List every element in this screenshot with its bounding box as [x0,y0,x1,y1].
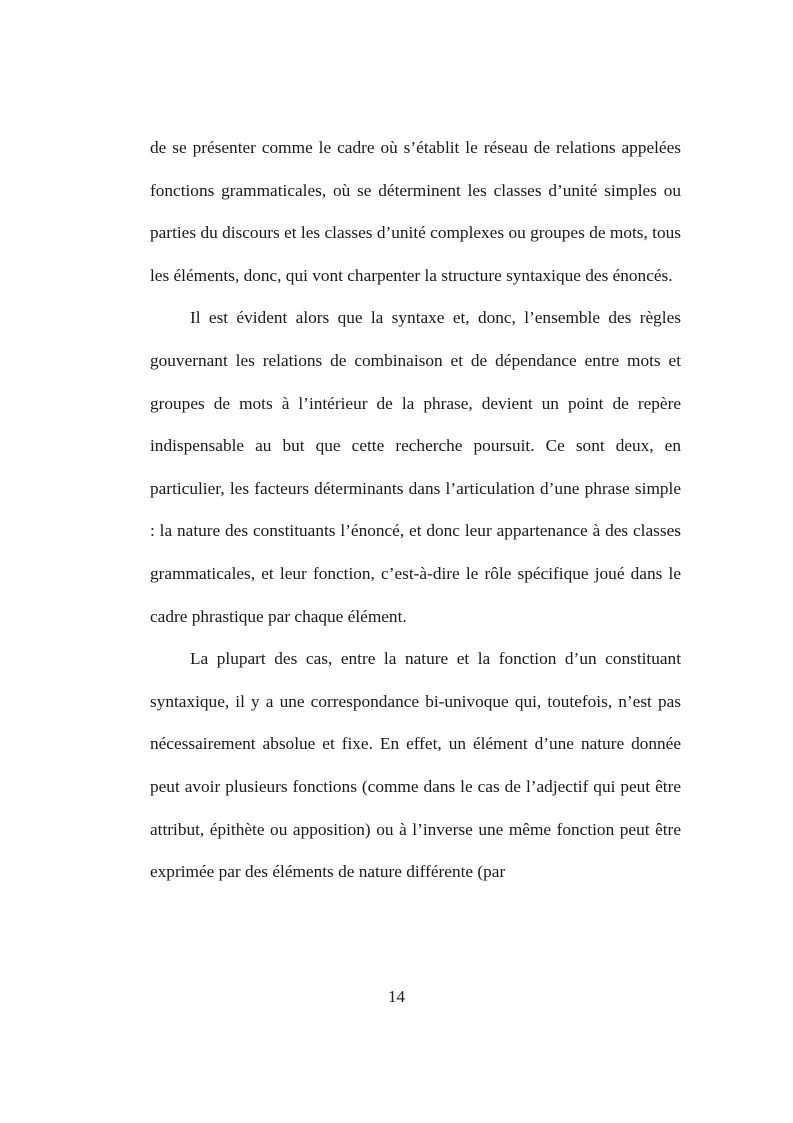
paragraph-syntax: Il est évident alors que la syntaxe et, donc, l’ensemble des règles gouvernant les relations de combinaison et de dépendance entre mots et groupes de mots à l’intérieur de la phrase, devient un point de repère indispensable au but que cette recherche poursuit. Ce sont deux, en particulier, les facteurs déterminants dans l’articulation d’une phrase simple : la nature des constituants l’énoncé, et donc leur appartenance à des classes grammaticales, et leur fonction, c’est-à-dire le rôle spécifique joué dans le cadre phrastique par chaque élément. [150,308,681,626]
paragraph-nature-function: La plupart des cas, entre la nature et la fonction d’un constituant syntaxique, il y a une correspondance bi-univoque qui, toutefois, n’est pas nécessairement absolue et fixe. En effet, un élément d’une nature donnée peut avoir plusieurs fonctions (comme dans le cas de l’adjectif qui peut être attribut, épithète ou apposition) ou à l’inverse une même fonction peut être exprimée par des éléments de nature différente (par [150,649,681,882]
page-number: 14 [388,987,405,1006]
paragraph-continuation: de se présenter comme le cadre où s’établit le réseau de relations appelées fonctions grammaticales, où se déterminent les classes d’unité simples ou parties du discours et les classes d’unité complexes ou groupes de mots, tous les éléments, donc, qui vont charpenter la structure syntaxique des énoncés. [150,138,681,285]
body-text [150,127,681,894]
